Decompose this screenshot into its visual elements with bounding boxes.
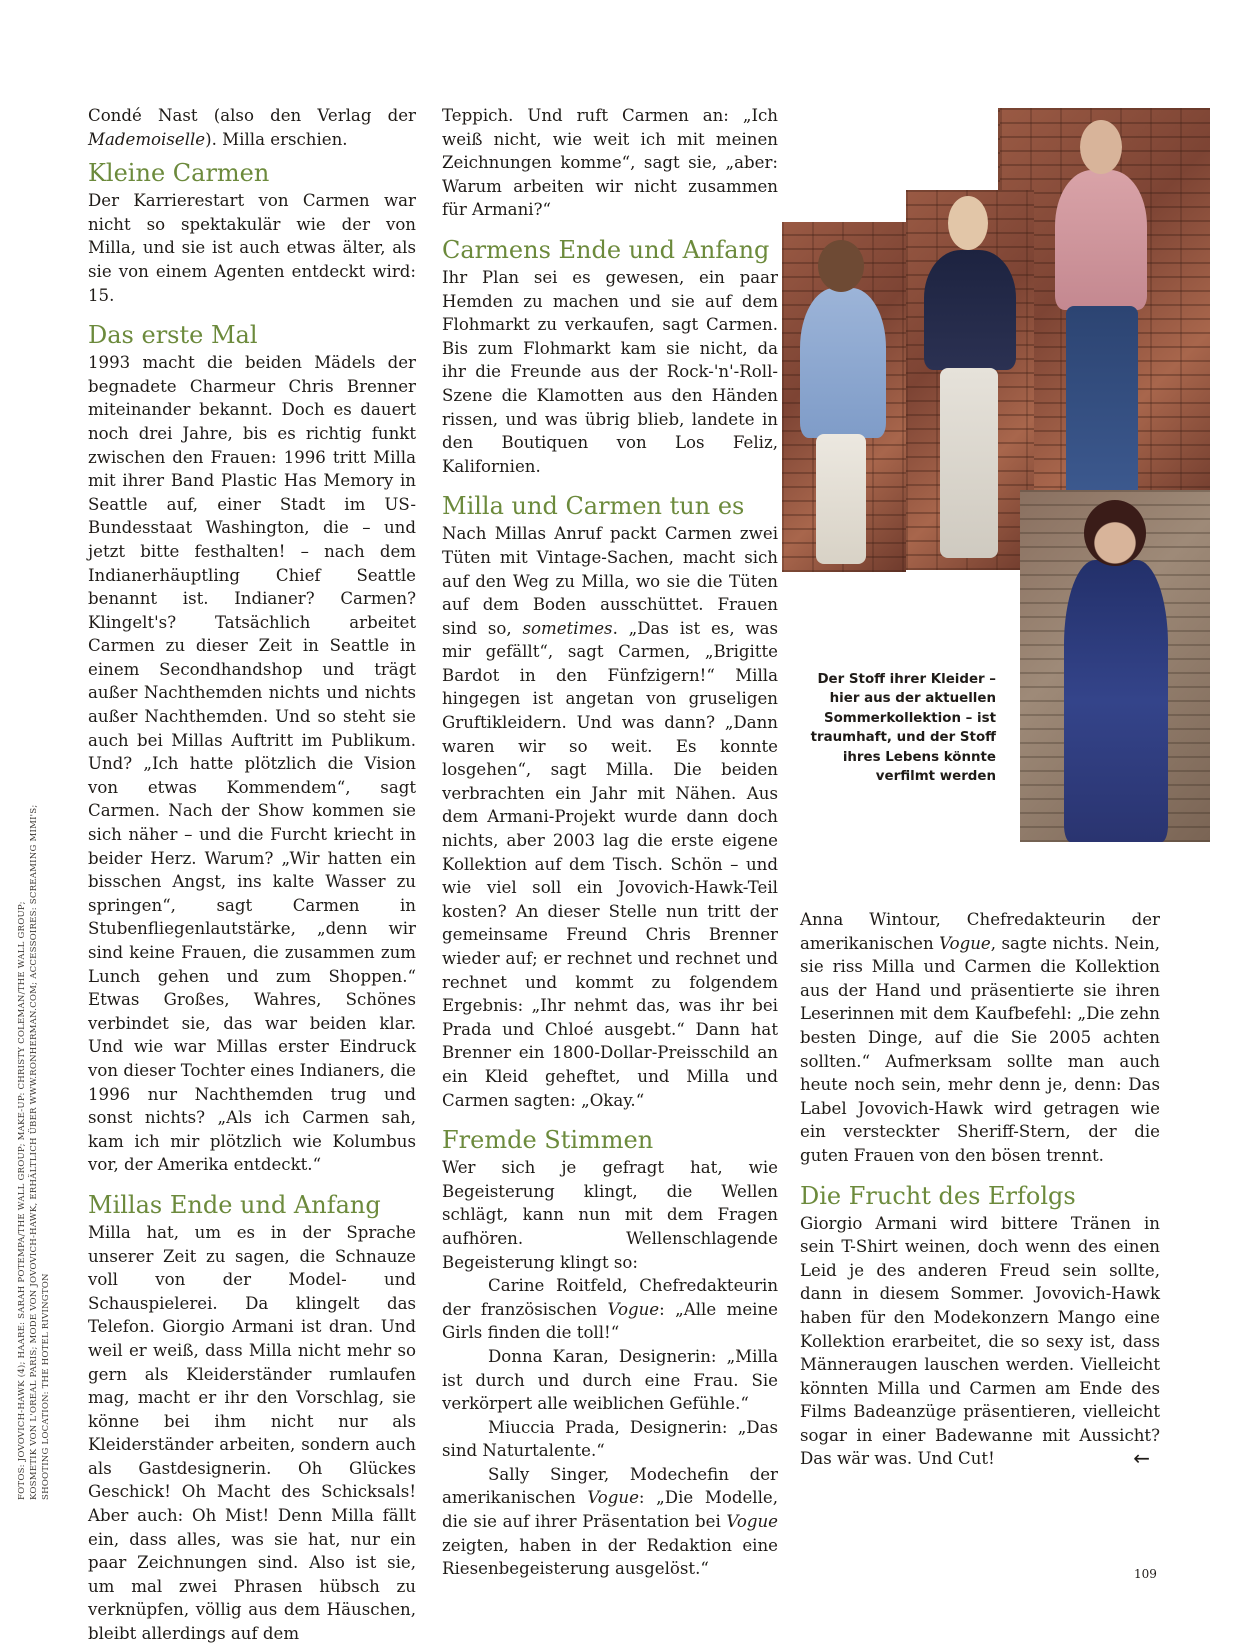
section-heading: Das erste Mal (88, 321, 258, 350)
figure-silhouette (1055, 170, 1147, 310)
section-heading: Die Frucht des Erfolgs (800, 1181, 1076, 1210)
paragraph: Der Karrierestart von Carmen war nicht so spektakulär wie der von Milla, und sie ist auch etwas älter, als sie von einem Agenten entdeckt wird: 15. (88, 191, 416, 305)
section-heading: Milla und Carmen tun es (442, 492, 745, 521)
figure-head (818, 240, 864, 292)
credits-line-2: KOSMETIK VON L'OREAL PARIS; MODE VON JOVOVICH-HAWK, ERHÄLTLICH ÜBER WWW.RONHERMAN.COM; ACCESSOIRES: SCREAMING MIMI'S; (29, 804, 39, 1500)
paragraph: Milla hat, um es in der Sprache unserer Zeit zu sagen, die Schnauze voll von der Model- und Schauspielerei. Da klingelt das Telefon. Giorgio Armani ist dran. Und weil er weiß, dass Milla nicht mehr so gern als Kleiderständer rumlaufen mag, macht er ihr den Vorschlag, sie könne bei ihm nicht nur als Kleiderständer arbeiten, sondern auch als Gastdesignerin. Oh Glückes Geschick! Oh Macht des Schicksals! Aber auch: Oh Mist! Denn Milla fällt ein, dass alles, was sie hat, nur ein paar Zeichnungen sind. Also ist sie, um mal zwei Phrasen hübsch zu verknüpfen, völlig aus dem Häuschen, bleibt allerdings auf dem (88, 1222, 416, 1644)
quote-prada: Miuccia Prada, Designerin: „Das sind Naturtalente.“ (442, 1417, 778, 1461)
paragraph: Condé Nast (also den Verlag der Mademoiselle). Milla erschien. (88, 106, 416, 149)
quote-singer: Sally Singer, Modechefin der amerikanischen Vogue: „Die Modelle, die sie auf ihrer Präsentation bei Vogue zeigten, haben in der Redaktion eine Riesenbegeisterung ausgelöst.“ (442, 1464, 778, 1579)
figure-silhouette (924, 250, 1016, 370)
section-heading: Kleine Carmen (88, 159, 270, 188)
paragraph: Giorgio Armani wird bittere Tränen in sein T-Shirt weinen, doch wenn des einen Leid je des anderen Freud sein sollte, dann in diesem Sommer. Jovovich-Hawk haben für den Modekonzern Mango eine Kollektion erarbeitet, die so sexy ist, dass Männeraugen lauschen werden. Vielleicht könnten Milla und Carmen am Ende des Films Badeanzüge präsentieren, vielleicht sogar in einer Badewanne mit Aussicht? Das wär was. Und Cut! ← (800, 1213, 1160, 1471)
figure-silhouette (1064, 560, 1168, 842)
figure-head (1080, 120, 1122, 174)
credits-line-3: SHOOTING LOCATION: THE HOTEL RIVINGTON (41, 1273, 51, 1500)
photo-blue-dress (782, 222, 906, 572)
figure-head (948, 196, 988, 250)
section-heading: Millas Ende und Anfang (88, 1190, 381, 1219)
photo-floral-maxi-dress (1020, 490, 1210, 842)
figure-silhouette (1066, 306, 1138, 506)
photo-black-blouse (906, 190, 1034, 570)
paragraph: Nach Millas Anruf packt Carmen zwei Tüten mit Vintage-Sachen, macht sich auf den Weg zu Milla, wo sie die Tüten auf dem Boden ausschüttet. Frauen sind so, sometimes. „Das ist es, was mir gefällt“, sagt Carmen, „Brigitte Bardot in den Fünfzigern!“ Milla hingegen ist angetan von gruseligen Gruftikleidern. Und was dann? „Dann waren wir so weit. Es konnte losgehen“, sagt Milla. Die beiden verbrachten ein Jahr mit Nähen. Aus dem Armani-Projekt wurde dann doch nichts, aber 2003 lag die erste eigene Kollektion auf dem Tisch. Schön – und wie viel soll ein Jovovich-Hawk-Teil kosten? An dieser Stelle nun tritt der gemeinsame Freund Chris Brenner wieder auf; er rechnet und rechnet und rechnet und kommt zu folgendem Ergebnis: „Ihr nehmt das, was ihr bei Prada und Chloé ausgebt.“ Dann hat Brenner ein 1800-Dollar-Preisschild an ein Kleid geheftet, und Milla und Carmen sagten: „Okay.“ (442, 524, 778, 1110)
figure-head (1084, 500, 1146, 566)
end-of-article-arrow-icon: ← (1133, 1446, 1150, 1471)
article-column-3 (800, 908, 1160, 1471)
paragraph: Anna Wintour, Chefredakteurin der amerikanischen Vogue, sagte nichts. Nein, sie riss Milla und Carmen die Kollektion aus der Hand und präsentierte sie ihren Leserinnen mit dem Kaufbefehl: „Die zehn besten Dinge, auf die Sie 2005 achten sollten.“ Aufmerksam sollte man auch heute noch sein, mehr denn je, denn: Das Label Jovovich-Hawk wird getragen wie ein versteckter Sheriff-Stern, der die guten Frauen von den bösen trennt. (800, 910, 1160, 1165)
section-heading: Carmens Ende und Anfang (442, 235, 770, 264)
quote-karan: Donna Karan, Designerin: „Milla ist durch und durch eine Frau. Sie verkörpert alle weiblichen Gefühle.“ (442, 1346, 778, 1414)
paragraph: 1993 macht die beiden Mädels der begnadete Charmeur Chris Brenner miteinander bekannt. Doch es dauert noch drei Jahre, bis es richtig funkt zwischen den Frauen: 1996 tritt Milla mit ihrer Band Plastic Has Memory in Seattle auf, einer Stadt im US-Bundesstaat Washington, die – und jetzt bitte festhalten! – nach dem Indianerhäuptling Chief Seattle benannt ist. Indianer? Carmen? Klingelt's? Tatsächlich arbeitet Carmen zu dieser Zeit in Seattle in einem Secondhandshop und trägt außer Nachthemden nichts und nichts außer Nachthemden. Und so steht sie auch bei Millas Auftritt im Publikum. Und? „Ich hatte plötzlich die Vision von etwas Kommendem“, sagt Carmen. Nach der Show kommen sie sich näher – und die Furcht kriecht in beider Herz. Warum? „Wir hatten ein bisschen Angst, ins kalte Wasser zu springen“, sagt Carmen in Stubenfliegenlautstärke, „denn wir sind keine Frauen, die zusammen zum Lunch gehen und zum Shoppen.“ Etwas Großes, Wahres, Schönes verbindet sie, das war beiden klar. Und wie war Millas erster Eindruck von dieser Tochter eines Indianers, die 1996 nur Nachthemden trug und sonst nichts? „Als ich Carmen sah, kam ich mir plötzlich wie Kolumbus vor, der Amerika entdeckt.“ (88, 353, 416, 1175)
photo-credits (16, 740, 56, 1500)
photo-caption: Der Stoff ihrer Kleider – hier aus der aktuellen Sommerkollektion – ist traumhaft, und der Stoff ihres Lebens könnte verfilmt werden (810, 672, 996, 785)
paragraph: Wer sich je gefragt hat, wie Begeisterung klingt, die Wellen schlägt, kann nun mit dem Fragen aufhören. Wellenschlagende Begeisterung klingt so: (442, 1158, 778, 1272)
quote-roitfeld: Carine Roitfeld, Chefredakteurin der französischen Vogue: „Alle meine Girls finden die toll!“ (442, 1276, 779, 1343)
section-heading: Fremde Stimmen (442, 1126, 654, 1155)
figure-silhouette (816, 434, 866, 564)
paragraph: Teppich. Und ruft Carmen an: „Ich weiß nicht, wie weit ich mit meinen Zeichnungen komme“, sagt sie, „aber: Warum arbeiten wir nicht zusammen für Armani?“ (442, 106, 778, 220)
paragraph: Ihr Plan sei es gewesen, ein paar Hemden zu machen und sie auf dem Flohmarkt zu verkaufen, sagt Carmen. Bis zum Flohmarkt kam sie nicht, da ihr die Freunde aus der Rock-'n'-Roll-Szene die Klamotten aus den Händen rissen, und was übrig blieb, landete in den Boutiquen von Los Feliz, Kalifornien. (442, 267, 778, 476)
page-number: 109 (1134, 1567, 1157, 1581)
figure-silhouette (800, 288, 886, 438)
figure-silhouette (940, 368, 998, 558)
credits-line-1: FOTOS: JOVOVICH-HAWK (4); HAARE: SARAH POTEMPA/THE WALL GROUP; MAKE-UP: CHRISTY COLEMAN/THE WALL GROUP; (17, 901, 27, 1500)
article-column-2 (442, 104, 778, 1581)
article-column-1 (88, 104, 416, 1646)
